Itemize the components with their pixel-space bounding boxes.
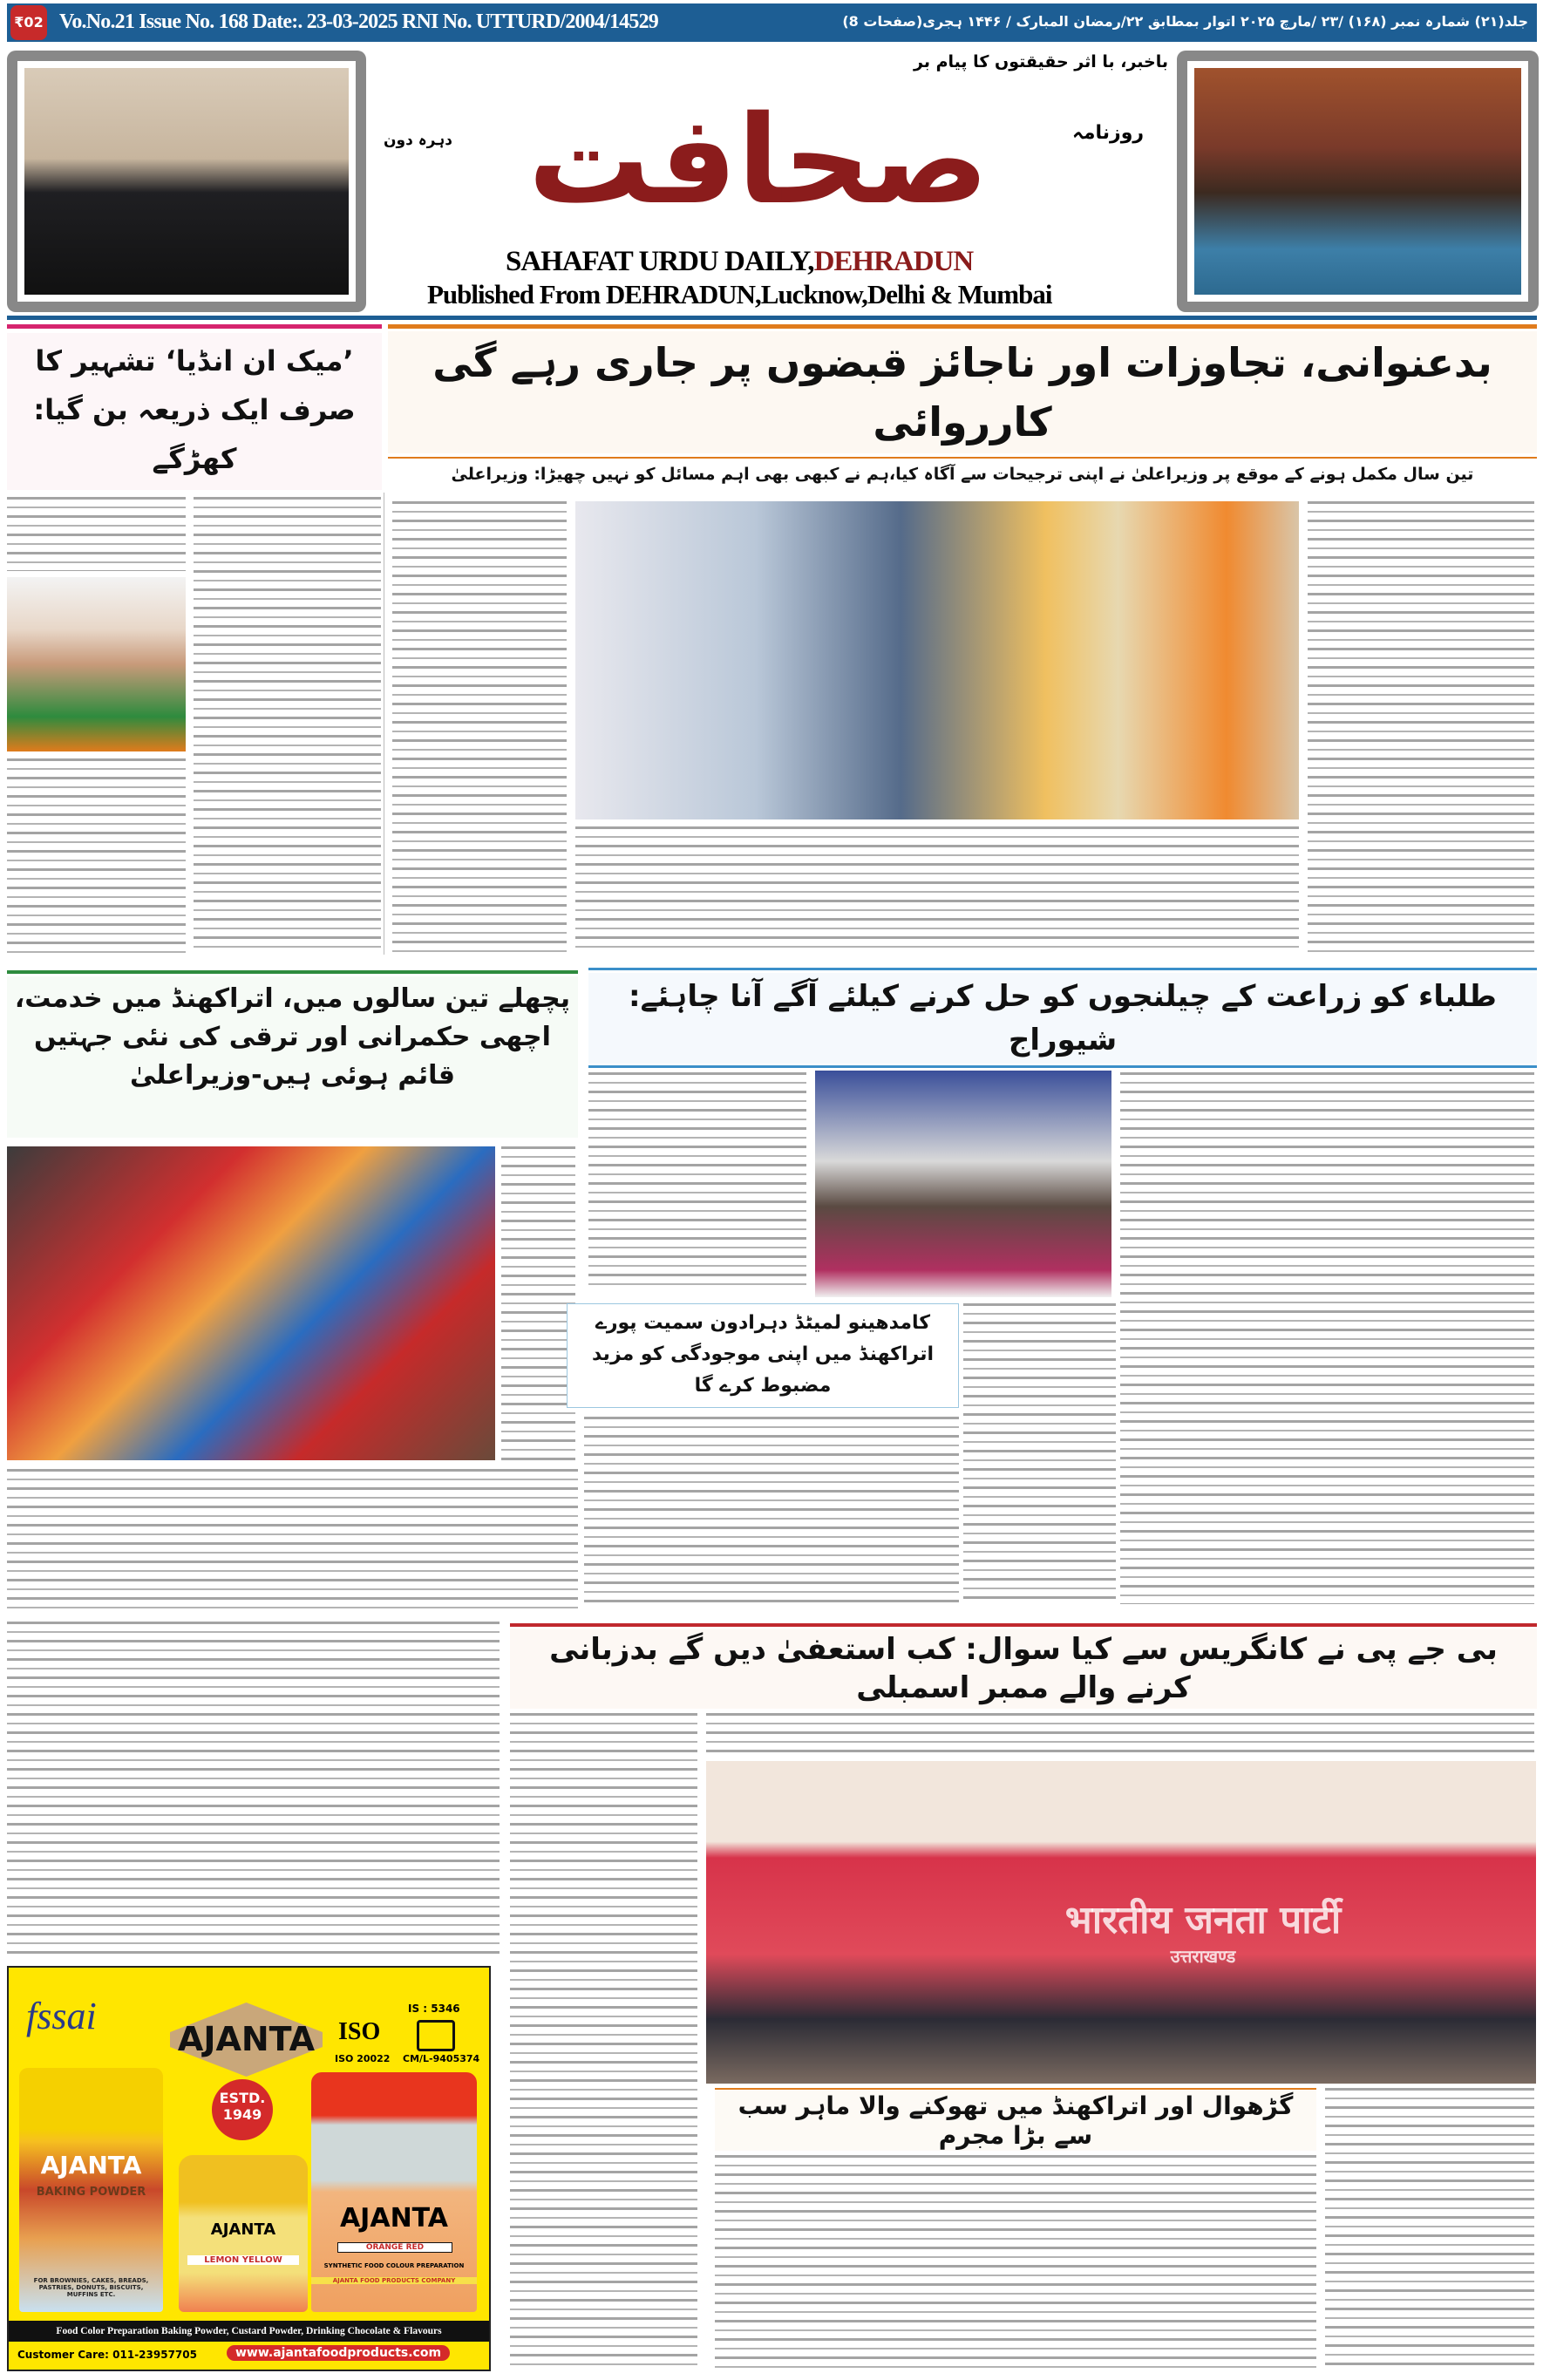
divider xyxy=(588,1065,1537,1068)
second-right-headline: طلباء کو زراعت کے چیلنجوں کو حل کرنے کیلئے آگے آنا چاہئے: شیوراج xyxy=(588,973,1537,1064)
estd-label: ESTD. xyxy=(219,2090,266,2106)
english-name-text: SAHAFAT URDU DAILY, xyxy=(506,246,814,277)
masthead-photo-right xyxy=(1177,51,1539,312)
article-text xyxy=(7,758,186,955)
article-text xyxy=(501,1146,575,1460)
price-badge: ₹02 xyxy=(10,5,47,40)
lemon-yellow-jar xyxy=(179,2155,308,2312)
main-subheadline: تین سال مکمل ہونے کے موقع پر وزیراعلیٰ نے اپنی ترجیحات سے آگاہ کیا،ہم نے کبھی بھی اہم مسائل کو نہیں چھیڑا: وزیراعلیٰ xyxy=(388,457,1537,490)
bjp-banner-sub: उत्तराखण्ड xyxy=(1170,1946,1236,1967)
city-urdu: دہرہ دون xyxy=(384,132,452,149)
jar-brand: AJANTA xyxy=(40,2151,142,2179)
article-text xyxy=(715,2155,1316,2371)
ad-strip: Food Color Preparation Baking Powder, Custard Powder, Drinking Chocolate & Flavours xyxy=(9,2321,489,2342)
article-text xyxy=(588,1072,806,1290)
roznama-label: روزنامہ xyxy=(1072,122,1145,144)
article-text xyxy=(1325,2088,1534,2371)
product-baking-powder: BAKING POWDER xyxy=(36,2186,146,2199)
english-name xyxy=(506,246,973,278)
main-headline: بدعنوانی، تجاوزات اور ناجائز قبضوں پر جاری رہے گی کارروائی xyxy=(388,331,1537,453)
masthead-photo-left xyxy=(7,51,366,312)
customer-care: Customer Care: 011-23957705 xyxy=(17,2349,197,2361)
divider xyxy=(7,324,382,329)
photo-press-conference xyxy=(575,501,1299,819)
is-code: IS : 5346 xyxy=(408,2003,460,2015)
cml-code: CM/L-9405374 xyxy=(403,2053,480,2064)
box-headline: کامدھینو لمیٹڈ دہرادون سمیت پورے اتراکھنڈ میں اپنی موجودگی کو مزید مضبوط کرے گا xyxy=(567,1303,959,1408)
bottom-box-headline: گڑھوال اور اتراکھنڈ میں تھوکنے والا ماہر سب سے بڑا مجرم xyxy=(715,2088,1316,2151)
product-company: AJANTA FOOD PRODUCTS COMPANY xyxy=(311,2277,477,2284)
divider xyxy=(7,970,578,974)
article-text xyxy=(575,826,1299,955)
divider xyxy=(510,1623,1537,1627)
english-city: DEHRADUN xyxy=(813,246,974,277)
product-orange-red: ORANGE RED xyxy=(337,2242,452,2253)
estd-year: 1949 xyxy=(222,2106,262,2123)
divider xyxy=(7,316,1537,320)
product-uses: FOR BROWNIES, CAKES, BREADS, PASTRIES, DONUTS, BISCUITS, MUFFINS ETC. xyxy=(33,2277,149,2298)
divider xyxy=(388,324,1537,329)
article-text xyxy=(1120,1072,1534,1604)
newspaper-logo: صحافت xyxy=(527,90,989,232)
article-text xyxy=(7,497,186,571)
estd-badge xyxy=(212,2079,273,2140)
divider xyxy=(588,968,1537,970)
baking-powder-jar xyxy=(19,2068,163,2312)
ajanta-advertisement[interactable] xyxy=(7,1966,491,2371)
photo-shivraj xyxy=(815,1071,1111,1297)
photo-kharge xyxy=(7,577,186,751)
photo-festival xyxy=(7,1146,495,1460)
published-line: Published From DEHRADUN,Lucknow,Delhi & Mumbai xyxy=(427,279,1052,309)
jar-brand: AJANTA xyxy=(210,2220,276,2239)
product-desc: SYNTHETIC FOOD COLOUR PREPARATION xyxy=(323,2262,465,2269)
issue-bar xyxy=(7,3,1537,42)
issue-line: Vo.No.21 Issue No. 168 Date:. 23-03-2025 RNI No. UTTURD/2004/14529 xyxy=(59,10,658,33)
ad-website-link[interactable]: www.ajantafoodproducts.com xyxy=(227,2345,450,2361)
ajanta-brand: AJANTA xyxy=(177,2020,316,2058)
article-text xyxy=(7,1622,500,1957)
article-text xyxy=(510,1713,697,2371)
article-text xyxy=(584,1417,959,1604)
isi-mark-icon xyxy=(417,2020,455,2051)
urdu-issue-line: جلد(۲۱) شمارہ نمبر (۱۶۸) /۲۳ /مارچ ۲۰۲۵ اتوار بمطابق ۲۲/رمضان المبارک / ۱۴۴۶ ہجری(صفحات 8) xyxy=(842,13,1528,30)
fssai-logo: fssai xyxy=(26,1995,97,2037)
bjp-banner-text: भारतीय जनता पार्टी xyxy=(1064,1898,1342,1942)
jar-brand: AJANTA xyxy=(339,2203,449,2234)
article-text xyxy=(7,1469,578,1613)
orange-red-jar xyxy=(311,2072,477,2312)
article-text xyxy=(194,497,381,955)
photo-speaker xyxy=(24,68,349,295)
article-text xyxy=(1308,501,1534,955)
article-text xyxy=(963,1303,1116,1604)
tagline: باخبر، با اثر حقیقتوں کا پیام بر xyxy=(914,52,1168,71)
iso-logo: ISO xyxy=(338,2018,381,2045)
third-headline: بی جے پی نے کانگریس سے کیا سوال: کب استعفیٰ دیں گے بدزبانی کرنے والے ممبر اسمبلی xyxy=(510,1629,1537,1709)
photo-bjp-press-conference xyxy=(706,1761,1536,2084)
left-headline: ’میک ان انڈیا‘ تشہیر کا صرف ایک ذریعہ بن گیا: کھڑگے xyxy=(7,333,382,490)
product-lemon-yellow: LEMON YELLOW xyxy=(187,2255,299,2265)
iso-code: ISO 20022 xyxy=(335,2053,391,2064)
second-left-headline: پچھلے تین سالوں میں، اتراکھنڈ میں خدمت، اچھی حکمرانی اور ترقی کی نئی جہتیں قائم ہوئی ہیں-وزیراعلیٰ xyxy=(7,976,578,1138)
photo-man-glasses xyxy=(1194,68,1521,295)
article-text xyxy=(392,501,567,955)
article-text xyxy=(706,1713,1534,1757)
